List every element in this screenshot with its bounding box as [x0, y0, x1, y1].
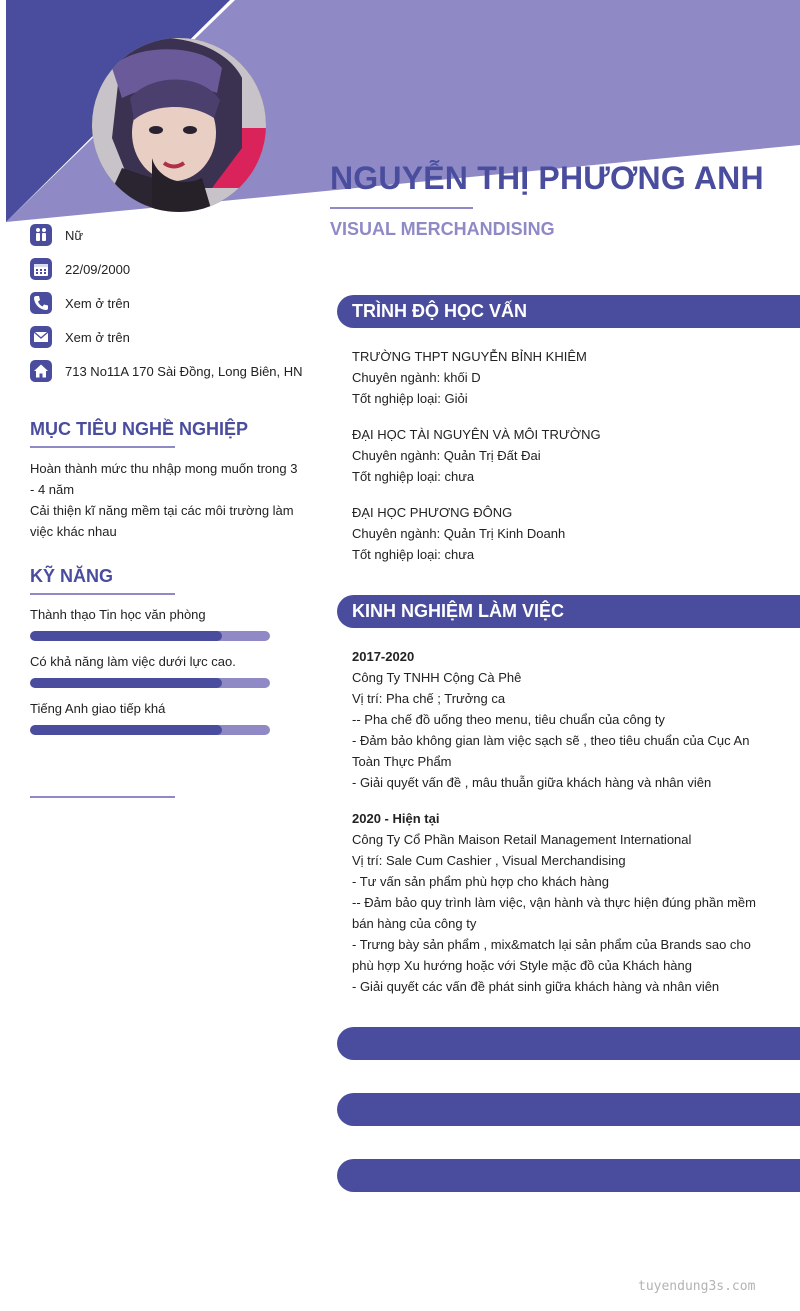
- contact-address-value: 713 No11A 170 Sài Đồng, Long Biên, HN: [65, 363, 303, 379]
- empty-section-banner: [337, 1093, 800, 1126]
- experience-line: - Trưng bày sản phẩm , mix&match lại sản phẩm của Brands sao cho: [352, 937, 751, 952]
- education-title: TRÌNH ĐỘ HỌC VẤN: [352, 301, 527, 321]
- education-major: Chuyên ngành: khối D: [352, 370, 481, 385]
- job-title: VISUAL MERCHANDISING: [330, 219, 555, 239]
- experience-entry: [352, 646, 764, 793]
- experience-line: Vị trí: Pha chế ; Trưởng ca: [352, 691, 506, 706]
- education-grade: Tốt nghiệp loại: chưa: [352, 547, 475, 562]
- avatar: [92, 38, 266, 212]
- education-major: Chuyên ngành: Quản Trị Đất Đai: [352, 448, 541, 463]
- experience-banner: [337, 595, 800, 628]
- experience-line: - Tư vấn sản phẩm phù hợp cho khách hàng: [352, 874, 609, 889]
- skill-bar: [30, 725, 270, 735]
- skill-bar: [30, 631, 270, 641]
- contact-gender-value: Nữ: [65, 227, 84, 243]
- career-goal-line: - 4 năm: [30, 482, 75, 497]
- experience-line: - Đảm bảo không gian làm việc sạch sẽ , theo tiêu chuẩn của Cục An: [352, 733, 750, 748]
- empty-section-banner: [337, 1027, 800, 1060]
- experience-line: -- Pha chế đồ uống theo menu, tiêu chuẩn của công ty: [352, 712, 665, 727]
- career-goal-text: [30, 458, 305, 542]
- education-grade: Tốt nghiệp loại: chưa: [352, 469, 475, 484]
- career-goal-line: Cải thiện kĩ năng mềm tại các môi trường làm: [30, 503, 294, 518]
- skill-bar-fill: [30, 631, 222, 641]
- skill-bar-fill: [30, 725, 222, 735]
- skill-label: Tiếng Anh giao tiếp khá: [30, 701, 166, 716]
- phone-icon: [30, 292, 52, 314]
- home-icon: [30, 360, 52, 382]
- experience-line: Vị trí: Sale Cum Cashier , Visual Merchandising: [352, 853, 626, 868]
- education-banner: [337, 295, 800, 328]
- education-grade: Tốt nghiệp loại: Giỏi: [352, 391, 468, 406]
- career-goal-underline: [30, 446, 175, 448]
- left-edge-strip: [0, 0, 6, 240]
- empty-section-underline: [30, 796, 175, 798]
- education-entry: [352, 424, 764, 487]
- education-school: ĐẠI HỌC TÀI NGUYÊN VÀ MÔI TRƯỜNG: [352, 427, 601, 442]
- watermark: tuyendung3s.com: [638, 1279, 756, 1294]
- experience-line: - Giải quyết các vấn đề phát sinh giữa khách hàng và nhân viên: [352, 979, 720, 994]
- mail-icon: [30, 326, 52, 348]
- experience-line: bán hàng của công ty: [352, 916, 477, 931]
- contact-email: [30, 325, 130, 349]
- experience-line: Toàn Thực Phẩm: [352, 754, 452, 769]
- contact-birthday: [30, 257, 130, 281]
- experience-entry: [352, 808, 764, 997]
- gender-icon: [30, 224, 52, 246]
- education-school: ĐẠI HỌC PHƯƠNG ĐÔNG: [352, 505, 513, 520]
- skill-label: Thành thạo Tin học văn phòng: [30, 607, 206, 622]
- experience-period: 2017-2020: [352, 649, 415, 664]
- education-entry: [352, 502, 764, 565]
- career-goal-line: việc khác nhau: [30, 524, 117, 539]
- calendar-icon: [30, 258, 52, 280]
- experience-line: Công Ty Cổ Phần Maison Retail Management International: [352, 832, 692, 847]
- empty-section-banner: [337, 1159, 800, 1192]
- experience-title: KINH NGHIỆM LÀM VIỆC: [352, 601, 565, 621]
- experience-line: phù hợp Xu hướng hoặc với Style mặc đồ của Khách hàng: [352, 958, 692, 973]
- name-underline: [330, 207, 473, 209]
- contact-address: [30, 359, 303, 383]
- contact-phone-value: Xem ở trên: [65, 295, 130, 311]
- education-entry: [352, 346, 764, 409]
- skill-bar: [30, 678, 270, 688]
- education-school: TRƯỜNG THPT NGUYỄN BỈNH KHIÊM: [352, 349, 587, 364]
- experience-period: 2020 - Hiện tại: [352, 811, 440, 826]
- experience-line: Công Ty TNHH Cộng Cà Phê: [352, 670, 522, 685]
- education-major: Chuyên ngành: Quản Trị Kinh Doanh: [352, 526, 566, 541]
- avatar-photo: [92, 38, 266, 212]
- career-goal-title: MỤC TIÊU NGHỀ NGHIỆP: [30, 419, 249, 439]
- person-name: NGUYỄN THỊ PHƯƠNG ANH: [330, 160, 764, 196]
- skills-underline: [30, 593, 175, 595]
- contact-email-value: Xem ở trên: [65, 329, 130, 345]
- experience-line: - Giải quyết vấn đề , mâu thuẫn giữa khách hàng và nhân viên: [352, 775, 712, 790]
- skill-bar-fill: [30, 678, 222, 688]
- contact-birthday-value: 22/09/2000: [65, 261, 131, 277]
- experience-line: -- Đảm bảo quy trình làm việc, vận hành và thực hiện đúng phần mềm: [352, 895, 756, 910]
- contact-phone: [30, 291, 130, 315]
- contact-gender: [30, 223, 83, 247]
- skills-title: KỸ NĂNG: [30, 566, 114, 586]
- skill-label: Có khả năng làm việc dưới lực cao.: [30, 654, 236, 669]
- career-goal-line: Hoàn thành mức thu nhập mong muốn trong 3: [30, 461, 298, 476]
